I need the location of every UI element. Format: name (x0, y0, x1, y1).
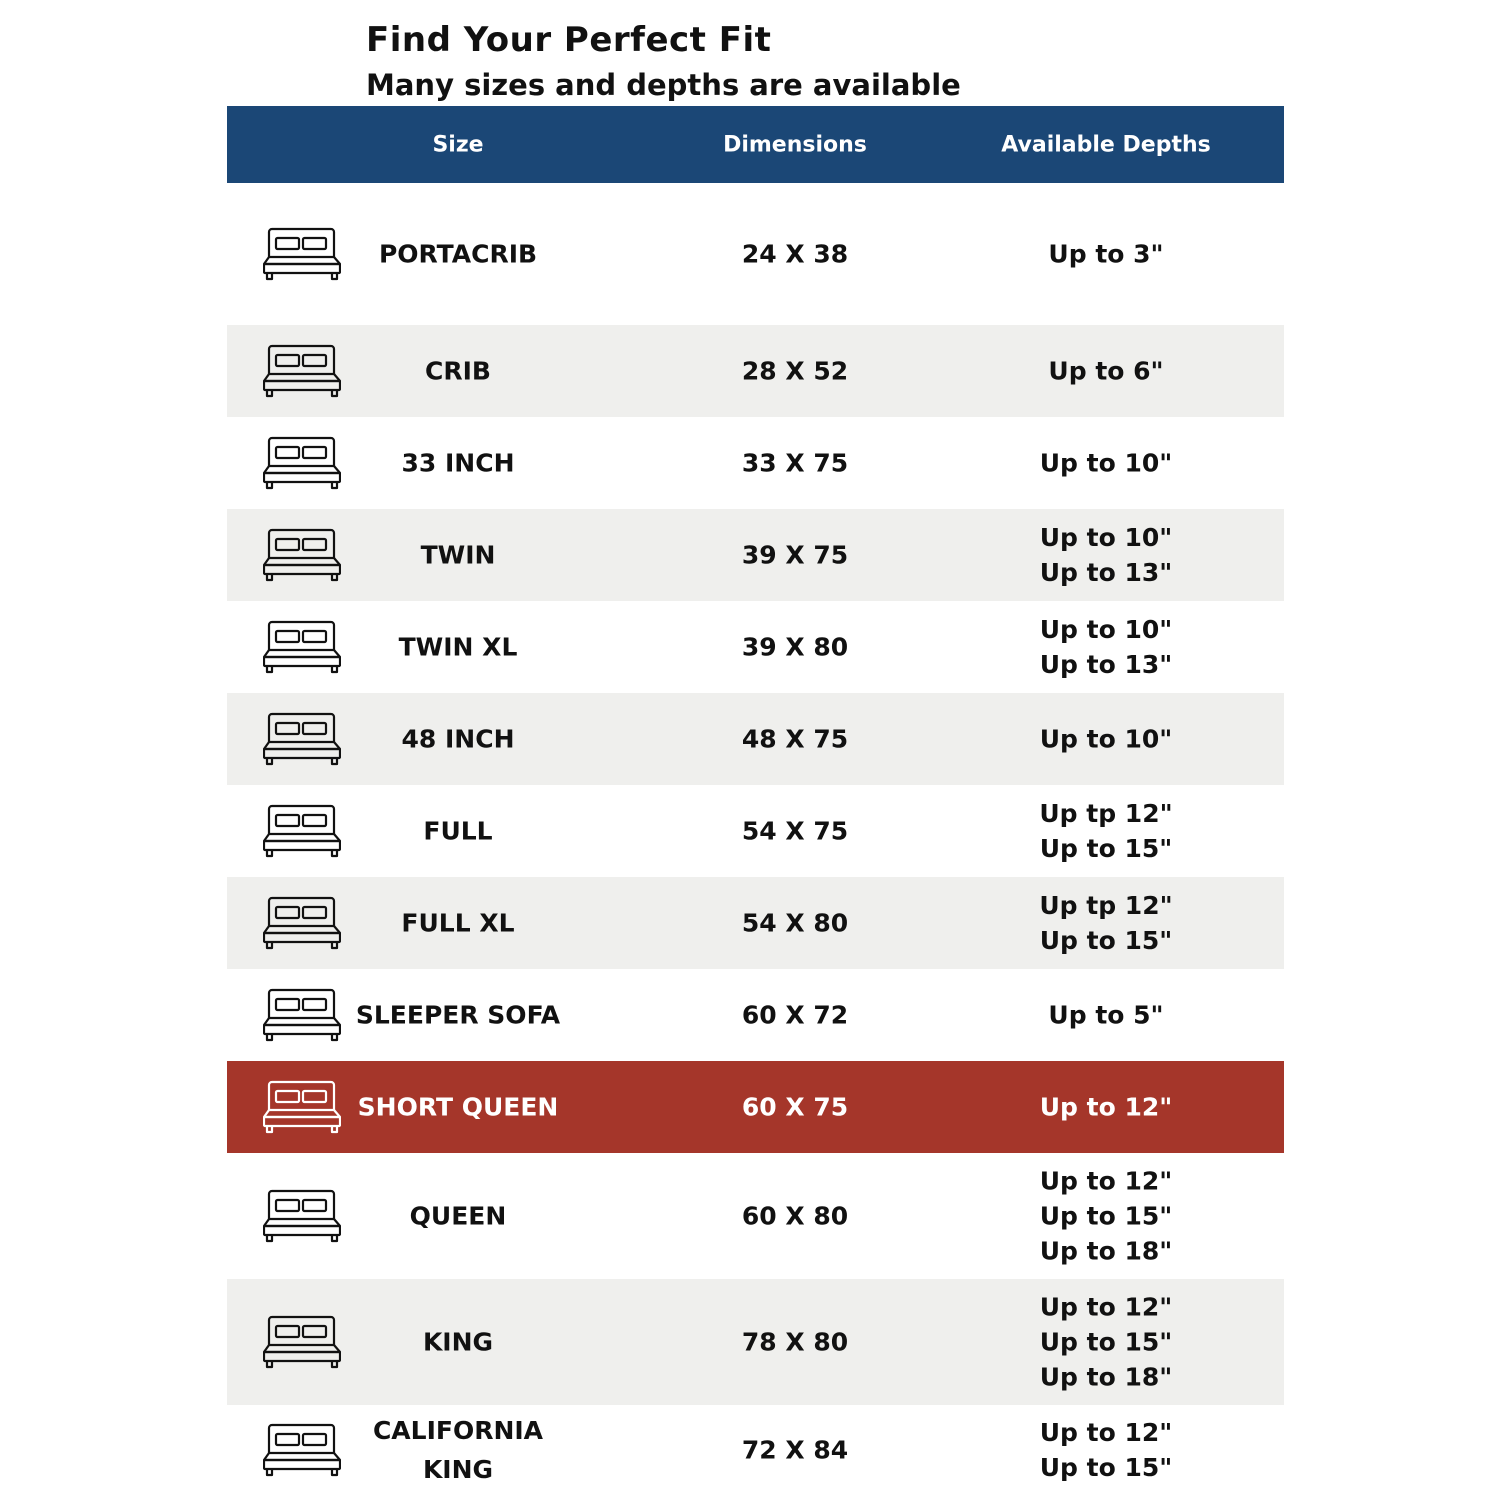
table-row (227, 601, 1284, 693)
size-cell: TWIN XL (398, 632, 518, 662)
dimensions-cell: 72 X 84 (741, 1435, 849, 1465)
table-row (227, 325, 1284, 417)
page-subtitle: Many sizes and depths are available (366, 68, 961, 102)
size-cell: QUEEN (409, 1201, 507, 1231)
bed-icon (263, 804, 341, 858)
dimensions-cell: 78 X 80 (741, 1327, 849, 1357)
depth-option: Up to 10" (1039, 615, 1173, 644)
depth-option: Up to 15" (1039, 1201, 1173, 1231)
size-cell: TWIN (420, 540, 496, 570)
depths-cell (1001, 1090, 1211, 1125)
dimensions-cell: 48 X 75 (741, 724, 849, 754)
size-cell: 48 INCH (401, 724, 515, 754)
bed-icon (263, 227, 341, 281)
depths-cell (1001, 237, 1211, 272)
dimensions-cell: 33 X 75 (741, 448, 849, 478)
table-row (227, 785, 1284, 877)
depth-option: Up to 12" (1039, 1418, 1173, 1447)
dimensions-cell: 54 X 80 (741, 908, 849, 938)
dimensions-cell: 39 X 80 (741, 632, 849, 662)
header-dimensions: Dimensions (723, 132, 867, 157)
depth-option: Up tp 12" (1039, 799, 1173, 828)
dimensions-cell: 24 X 38 (741, 239, 849, 269)
depth-option: Up to 10" (1039, 523, 1173, 552)
dimensions-cell: 60 X 80 (741, 1201, 849, 1231)
depth-option: Up to 15" (1039, 1453, 1173, 1482)
table-row (227, 1153, 1284, 1279)
depth-option: Up tp 12" (1039, 891, 1173, 920)
dimensions-cell: 28 X 52 (741, 356, 849, 386)
page-title: Find Your Perfect Fit (366, 20, 772, 60)
depth-option: Up to 15" (1039, 1327, 1173, 1357)
depths-cell (1001, 722, 1211, 757)
dimensions-cell: 39 X 75 (741, 540, 849, 570)
table-row (227, 1279, 1284, 1405)
depth-option: Up to 18" (1039, 1362, 1173, 1392)
depths-cell (1001, 520, 1211, 590)
bed-icon (263, 1080, 341, 1134)
size-cell: FULL (423, 816, 493, 846)
bed-icon (263, 344, 341, 398)
depths-cell (1001, 998, 1211, 1033)
depth-option: Up to 12" (1039, 1092, 1173, 1122)
depth-option: Up to 13" (1039, 650, 1173, 679)
header-depths: Available Depths (1001, 132, 1211, 157)
size-cell: CRIB (425, 356, 491, 386)
size-table (227, 106, 1284, 1495)
bed-icon (263, 1315, 341, 1369)
depth-option: Up to 15" (1039, 834, 1173, 863)
table-header (227, 106, 1284, 183)
depths-cell (1001, 1164, 1211, 1269)
size-cell: SLEEPER SOFA (355, 1000, 561, 1030)
depth-option: Up to 10" (1039, 724, 1173, 754)
depth-option: Up to 10" (1039, 448, 1173, 478)
table-row (227, 509, 1284, 601)
depths-cell (1001, 612, 1211, 682)
depth-option: Up to 3" (1048, 239, 1164, 269)
table-row (227, 877, 1284, 969)
table-row (227, 183, 1284, 325)
header-size: Size (432, 132, 484, 157)
depth-option: Up to 18" (1039, 1236, 1173, 1266)
size-cell: KING (422, 1327, 494, 1357)
bed-icon (263, 1189, 341, 1243)
table-row (227, 1405, 1284, 1495)
dimensions-cell: 60 X 75 (741, 1092, 849, 1122)
depths-cell (1001, 888, 1211, 958)
table-row (227, 693, 1284, 785)
size-cell: FULL XL (401, 908, 515, 938)
bed-icon (263, 620, 341, 674)
depth-option: Up to 5" (1048, 1000, 1164, 1030)
size-cell: PORTACRIB (378, 239, 538, 269)
bed-icon (263, 712, 341, 766)
table-row (227, 969, 1284, 1061)
size-cell: CALIFORNIA KING (372, 1416, 544, 1484)
depth-option: Up to 12" (1039, 1166, 1173, 1196)
bed-icon (263, 988, 341, 1042)
depths-cell (1001, 354, 1211, 389)
bed-icon (263, 528, 341, 582)
depths-cell (1001, 796, 1211, 866)
table-row (227, 1061, 1284, 1153)
table-body (227, 183, 1284, 1495)
depth-option: Up to 12" (1039, 1292, 1173, 1322)
depth-option: Up to 15" (1039, 926, 1173, 955)
depths-cell (1001, 1290, 1211, 1395)
bed-icon (263, 896, 341, 950)
table-row (227, 417, 1284, 509)
depths-cell (1001, 1415, 1211, 1485)
depth-option: Up to 13" (1039, 558, 1173, 587)
bed-icon (263, 436, 341, 490)
depths-cell (1001, 446, 1211, 481)
size-cell: 33 INCH (401, 448, 515, 478)
depth-option: Up to 6" (1048, 356, 1164, 386)
dimensions-cell: 60 X 72 (741, 1000, 849, 1030)
dimensions-cell: 54 X 75 (741, 816, 849, 846)
bed-icon (263, 1423, 341, 1477)
size-cell: SHORT QUEEN (357, 1092, 559, 1122)
